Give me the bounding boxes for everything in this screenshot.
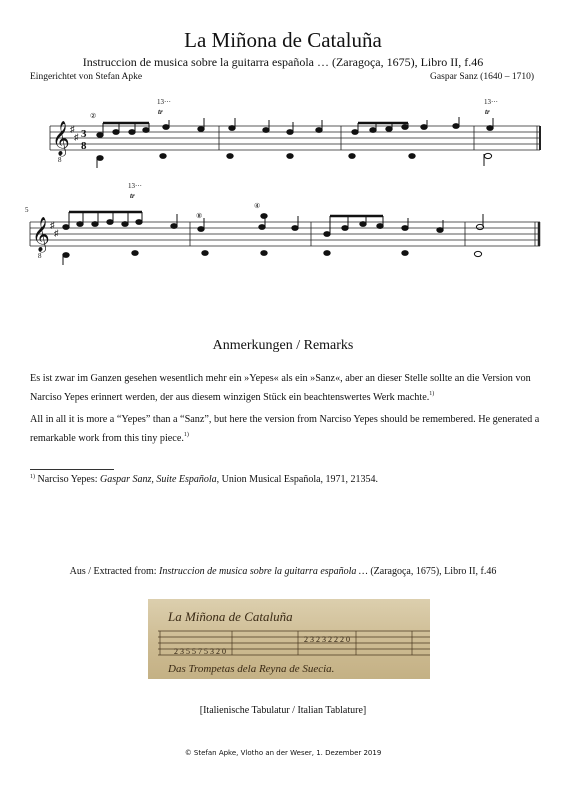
- page-subtitle: Instruccion de musica sobre la guitarra española … (Zaragoça, 1675), Libro II, f.46: [82, 55, 484, 69]
- footnote-divider: [30, 469, 114, 470]
- staff-system-2: [30, 222, 540, 246]
- svg-text:13···: 13···: [157, 98, 171, 106]
- score-annotations-2: [128, 182, 260, 220]
- music-score: [0, 90, 566, 290]
- svg-text:④: ④: [254, 202, 261, 210]
- svg-text:13···: 13···: [484, 98, 498, 106]
- svg-text:tr: tr: [130, 192, 135, 200]
- svg-text:8: 8: [81, 140, 87, 152]
- footnote-publisher: , Union Musical Española, 1971, 21354.: [216, 474, 379, 485]
- svg-text:2 3 5 5 7 5 3 2 0: 2 3 5 5 7 5 3 2 0: [174, 647, 226, 656]
- source-suffix: (Zaragoça, 1675), Libro II, f.46: [370, 566, 497, 577]
- score-annotations-1: [90, 98, 498, 120]
- svg-text:♯: ♯: [54, 228, 59, 238]
- svg-text:②: ②: [90, 112, 97, 120]
- clef-and-signatures-1: [52, 121, 79, 164]
- staff-system-1: [50, 126, 540, 150]
- page-title: La Miñona de Cataluña: [184, 28, 382, 52]
- facsimile-drawing: [148, 599, 430, 679]
- svg-text:8: 8: [38, 252, 42, 260]
- time-signature: [81, 128, 87, 152]
- svg-text:Das Trompetas dela Reyna de Su: Das Trompetas dela Reyna de Suecia.: [168, 663, 335, 675]
- footnote-reference: 1): [183, 431, 189, 438]
- footnote-work: Gaspar Sanz, Suite Española: [100, 474, 217, 485]
- remarks-german-text: Es ist zwar im Ganzen gesehen wesentlich mehr ein »Yepes« als ein »Sanz«, aber an dieser Stelle sollte an die Version von Narciso Yepes erinnert werden, der aus diesem winzigen Stück ein beachtenswertes Werk machte.: [30, 373, 531, 403]
- footnote-mark: 1): [30, 474, 35, 480]
- svg-text:La Miñona de Cataluña: La Miñona de Cataluña: [168, 609, 293, 624]
- remarks-heading: Anmerkungen / Remarks: [212, 338, 354, 353]
- source-work: Instruccion de musica sobre la guitarra española …: [159, 566, 368, 577]
- svg-text:tr: tr: [158, 108, 163, 116]
- svg-text:♯: ♯: [74, 132, 79, 142]
- remarks-english: [30, 413, 540, 446]
- remarks-english-text: All in all it is more a “Yepes” than a “Sanz”, but here the version from Narciso Yepes should be remembered. He generated a remarkable work from this tiny piece.: [30, 414, 540, 444]
- facsimile-caption: [Italienische Tabulatur / Italian Tablature]: [199, 705, 367, 716]
- svg-text:𝄞: 𝄞: [52, 122, 70, 155]
- svg-text:♯: ♯: [70, 124, 75, 134]
- source-line: [0, 566, 566, 577]
- composer-credit: Gaspar Sanz (1640 – 1710): [430, 72, 534, 82]
- svg-text:13···: 13···: [128, 182, 142, 190]
- arranger-credit: Eingerichtet von Stefan Apke: [30, 72, 143, 82]
- source-prefix: Aus / Extracted from:: [69, 566, 157, 577]
- copyright-notice: © Stefan Apke, Vlotho an der Weser, 1. Dezember 2019: [184, 749, 382, 757]
- footnote-reference: 1): [429, 390, 435, 397]
- footnote: [30, 474, 378, 485]
- footnote-author: Narciso Yepes:: [37, 474, 98, 485]
- svg-text:2 3 2 3 2 2 2 0: 2 3 2 3 2 2 2 0: [304, 635, 350, 644]
- svg-text:♯: ♯: [50, 220, 55, 230]
- notes-system-1: [97, 117, 493, 168]
- remarks-german: [30, 372, 540, 405]
- svg-text:8: 8: [58, 156, 62, 164]
- svg-text:3: 3: [81, 128, 87, 140]
- svg-text:𝄞: 𝄞: [32, 218, 50, 251]
- tablature-facsimile: [148, 599, 430, 679]
- svg-text:⑧: ⑧: [196, 212, 203, 220]
- notes-system-2: [63, 212, 484, 265]
- svg-text:5: 5: [25, 206, 29, 214]
- svg-text:tr: tr: [485, 108, 490, 116]
